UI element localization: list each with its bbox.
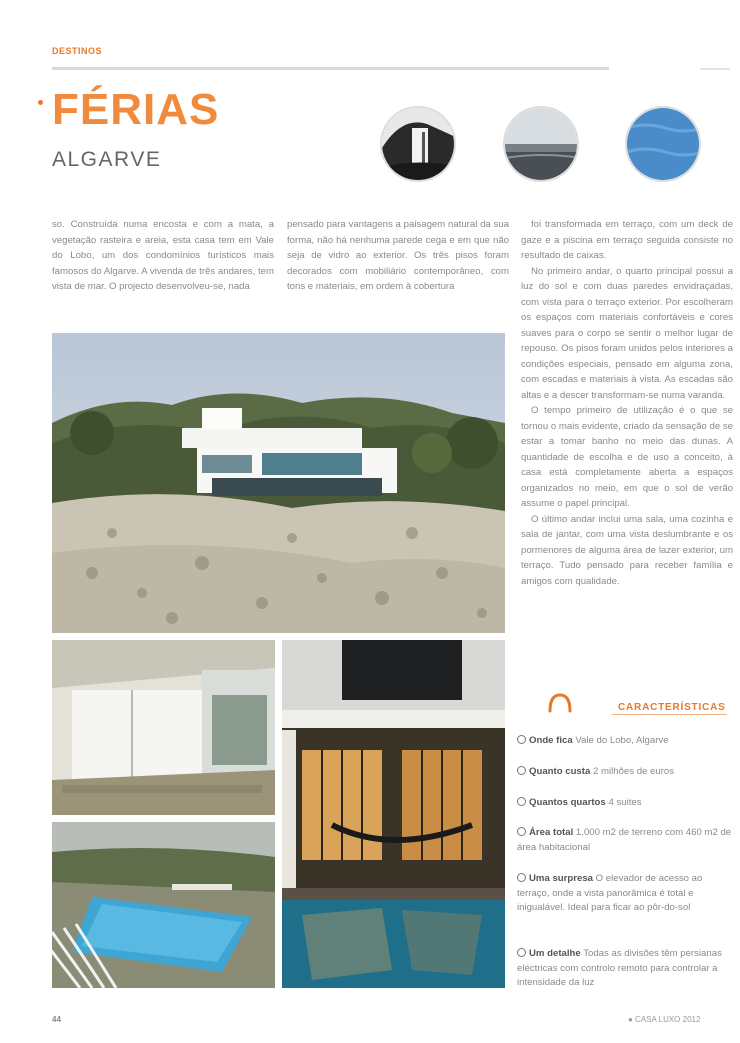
- pool-aerial-photo: [52, 822, 275, 988]
- characteristic-item: [517, 765, 732, 780]
- body-text-left: so. Construída numa encosta e com a mata, a vegetação rasteira e areia, esta casa tem em Vale do Lobo, um dos condomínios turísticos mais famosos do Algarve. A vivenda de três andares, tem vista de mar. O projecto desenvolveu-se, nada: [52, 219, 274, 292]
- thumbnail-architecture: [380, 106, 456, 182]
- characteristic-item: [517, 826, 732, 855]
- thumbnail-pool-water: [625, 106, 701, 182]
- characteristic-item: [517, 734, 732, 749]
- characteristic-text: 1.000 m2 de terreno com 460 m2 de área habitacional: [517, 827, 732, 853]
- page-number: 44: [52, 1015, 61, 1024]
- check-icon: [517, 873, 526, 882]
- horseshoe-icon: [547, 693, 573, 713]
- characteristic-label: Área total: [529, 827, 574, 838]
- top-divider: [52, 67, 609, 70]
- check-icon: [517, 735, 526, 744]
- house-exterior-photo: [52, 333, 505, 633]
- characteristic-label: Onde fica: [529, 735, 573, 746]
- characteristic-text: 2 milhões de euros: [592, 766, 675, 777]
- page-subtitle: ALGARVE: [52, 148, 162, 171]
- top-divider-right: [700, 68, 730, 70]
- characteristic-text: 4 suites: [608, 797, 642, 808]
- check-icon: [517, 766, 526, 775]
- characteristic-text: Todas as divisões têm persianas eléctricas com controlo remoto para controlar a intensidade da luz: [517, 948, 722, 988]
- body-paragraph: O tempo primeiro de utilização é o que se tornou o mais evidente, criado da sensação de se estar a tomar banho no meio das dunas. A quantidade de escolha e de uso a conceito, à casa está completamente aberta a espaços organizados no meio, em que o sol de verão assume o papel principal.: [521, 405, 733, 509]
- night-terrace-photo: [282, 640, 505, 988]
- body-text-right: [521, 217, 733, 665]
- characteristic-item: [517, 872, 732, 916]
- body-paragraph: No primeiro andar, o quarto principal possui a luz do sol e com duas paredes envidraçadas, com vista para o terraço exterior. Por escolheram os espaços com materiais confortáveis e cores suaves para o corpo se sentir o melhor lugar de repouso. Os pisos foram unidos pelos interiores a condições especiais, pensado em alguma zona, com escadas e materiais à vista. As escadas são altas e a descer transformam-se numa varanda.: [521, 265, 733, 401]
- characteristic-label: Uma surpresa: [529, 873, 593, 884]
- interior-room-photo: [52, 640, 275, 815]
- body-text-middle: pensado para vantagens a paisagem natural da sua forma, não há nenhuma parede cega e em que não seja de vidro ao exterior. Os três pisos foram decorados com mobiliário contemporâneo, com tons e materiais, em ordem à cobertura: [287, 219, 509, 292]
- check-icon: [517, 827, 526, 836]
- check-icon: [517, 948, 526, 957]
- characteristic-text: O elevador de acesso ao terraço, onde a vista panorâmica é total e inigualável. Ideal para ficar ao pôr-do-sol: [517, 873, 703, 913]
- section-tag: DESTINOS: [52, 46, 103, 56]
- check-icon: [517, 797, 526, 806]
- thumbnail-landscape: [503, 106, 579, 182]
- page-title: FÉRIAS: [52, 85, 220, 134]
- body-paragraph: O último andar inclui uma sala, uma cozinha e sala de jantar, com uma vista deslumbrante e os pormenores de alguma área de lazer exterior, um terraço. Tudo pensado para receber família e amigos com qualidade.: [521, 513, 733, 587]
- characteristic-text: Vale do Lobo, Algarve: [575, 735, 669, 746]
- body-paragraph: foi transformada em terraço, com um deck de gaze e a piscina em terraço seguida consiste no resultado de caixas.: [521, 219, 733, 261]
- characteristic-item: [517, 947, 732, 991]
- magazine-footer: ● CASA LUXO 2012: [628, 1015, 701, 1024]
- characteristic-item: [517, 796, 732, 811]
- characteristic-label: Um detalhe: [529, 948, 581, 959]
- characteristic-label: Quantos quartos: [529, 797, 606, 808]
- characteristics-divider: [612, 714, 727, 715]
- characteristics-heading: CARACTERÍSTICAS: [618, 702, 726, 713]
- title-bullet: [38, 100, 43, 105]
- characteristic-label: Quanto custa: [529, 766, 591, 777]
